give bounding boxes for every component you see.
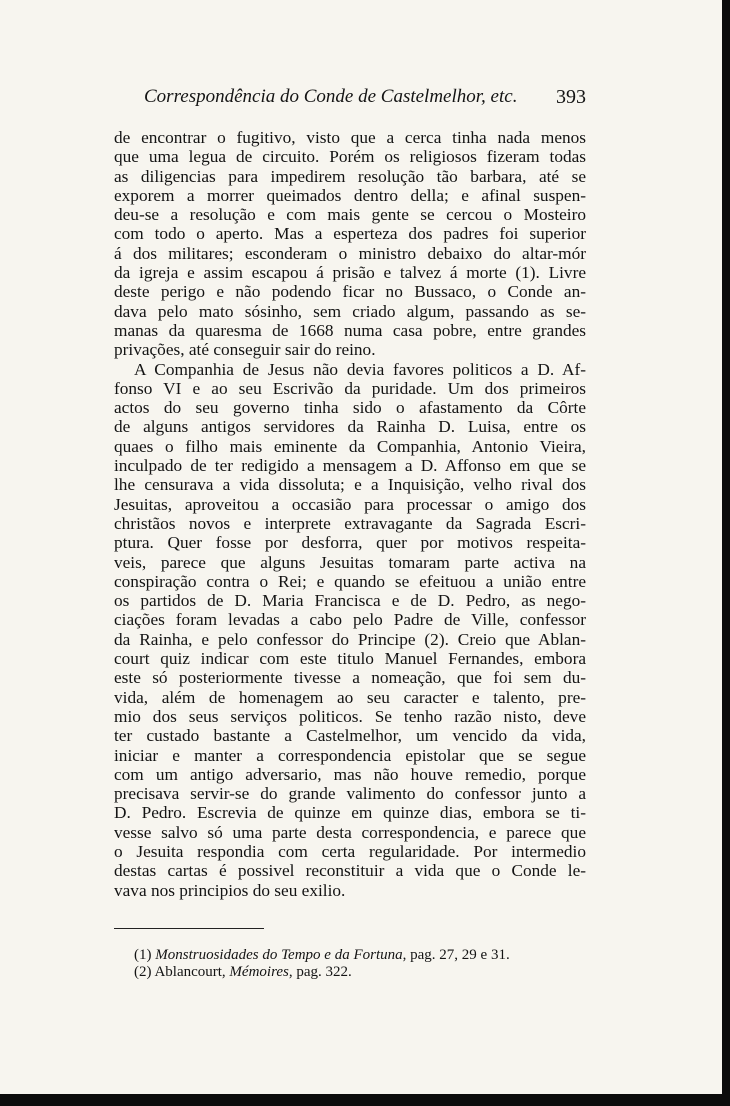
footnote-reference: , pag. 27, 29 e 31.	[402, 947, 510, 964]
text-line: este só posteriormente tivesse a nomeação, que foi sem du-	[114, 668, 586, 688]
footnote-author: Ablancourt,	[154, 964, 226, 981]
text-line: quaes o filho mais eminente da Companhia, Antonio Vieira,	[114, 436, 586, 456]
text-line: com um antigo adversario, mas não houve remedio, porque	[114, 764, 586, 784]
text-line: á dos militares; esconderam o ministro debaixo do altar-mór	[114, 243, 586, 263]
text-line: vesse salvo só uma parte desta correspondencia, e parece que	[114, 822, 586, 842]
text-line: Jesuitas, aproveitou a occasião para processar o amigo dos	[114, 494, 586, 514]
running-header	[114, 86, 586, 116]
book-page	[114, 86, 586, 981]
text-line: lhe censurava a vida dissoluta; e a Inquisição, velho rival dos	[114, 475, 586, 495]
body-text	[114, 128, 586, 900]
text-line: de encontrar o fugitivo, visto que a cerca tinha nada menos	[114, 128, 586, 147]
text-line: veis, parece que alguns Jesuitas tomaram parte activa na	[114, 552, 586, 572]
text-line: D. Pedro. Escrevia de quinze em quinze dias, embora se ti-	[114, 803, 586, 823]
text-line: court quiz indicar com este titulo Manuel Fernandes, embora	[114, 649, 586, 669]
text-line: deu-se a resolução e com mais gente se cercou o Mosteiro	[114, 205, 586, 225]
text-line: mio dos seus serviços politicos. Se tenho razão nisto, deve	[114, 706, 586, 726]
text-line: as diligencias para impedirem resolução tão barbara, até se	[114, 166, 586, 186]
scan-border-right	[722, 0, 730, 1106]
text-line: da igreja e assim escapou á prisão e talvez á morte (1). Livre	[114, 263, 586, 283]
text-line: exporem a morrer queimados dentro della; e afinal suspen-	[114, 185, 586, 205]
text-line: iniciar e manter a correspondencia epistolar que se segue	[114, 745, 586, 765]
footnote-reference: , pag. 322.	[288, 964, 352, 981]
text-line: ciações foram levadas a cabo pelo Padre de Ville, confessor	[114, 610, 586, 630]
text-line: inculpado de ter redigido a mensagem a D. Affonso em que se	[114, 456, 586, 476]
text-line: conspiração contra o Rei; e quando se efeituou a união entre	[114, 571, 586, 591]
text-line: precisava servir-se do grande valimento do confessor junto a	[114, 784, 586, 804]
paragraph-start-line: A Companhia de Jesus não devia favores politicos a D. Af-	[134, 359, 586, 379]
running-title: Correspondência do Conde de Castelmelhor, etc.	[144, 86, 518, 107]
scan-border-bottom	[0, 1094, 730, 1106]
text-line: que uma legua de circuito. Porém os religiosos fizeram todas	[114, 147, 586, 167]
footnote-title: Monstruosidades do Tempo e da Fortuna	[155, 947, 403, 964]
text-line: o Jesuita respondia com certa regularidade. Por intermedio	[114, 841, 586, 861]
text-line: deste perigo e não podendo ficar no Bussaco, o Conde an-	[114, 282, 586, 302]
footnote-marker: (1)	[134, 947, 152, 964]
footnote-title: Mémoires	[229, 964, 289, 981]
text-line: com todo o aperto. Mas a esperteza dos padres foi superior	[114, 224, 586, 244]
text-line: ptura. Quer fosse por desforra, quer por motivos respeita-	[114, 533, 586, 553]
text-line: manas da quaresma de 1668 numa casa pobre, entre grandes	[114, 320, 586, 340]
footnote-marker: (2)	[134, 964, 152, 981]
text-line: da Rainha, e pelo confessor do Principe (2). Creio que Ablan-	[114, 629, 586, 649]
footnote-2	[114, 964, 586, 981]
page-number: 393	[556, 86, 586, 108]
footnote-rule	[114, 928, 264, 930]
paragraph-end-line: privações, até conseguir sair do reino.	[114, 340, 376, 360]
text-line: actos do seu governo tinha sido o afastamento da Côrte	[114, 398, 586, 418]
footnotes	[114, 947, 586, 981]
text-line: christãos novos e interprete extravagante da Sagrada Escri-	[114, 513, 586, 533]
text-line: de alguns antigos servidores da Rainha D. Luisa, entre os	[114, 417, 586, 437]
paragraph-end-line: vava nos principios do seu exilio.	[114, 880, 346, 900]
text-line: fonso VI e ao seu Escrivão da puridade. Um dos primeiros	[114, 378, 586, 398]
text-line: ter custado bastante a Castelmelhor, um vencido da vida,	[114, 726, 586, 746]
text-line: dava pelo mato sósinho, sem criado algum, passando as se-	[114, 301, 586, 321]
text-line: vida, além de homenagem ao seu caracter e talento, pre-	[114, 687, 586, 707]
text-line: destas cartas é possivel reconstituir a vida que o Conde le-	[114, 861, 586, 881]
text-line: os partidos de D. Maria Francisca e de D. Pedro, as nego-	[114, 591, 586, 611]
footnote-1	[114, 947, 586, 964]
